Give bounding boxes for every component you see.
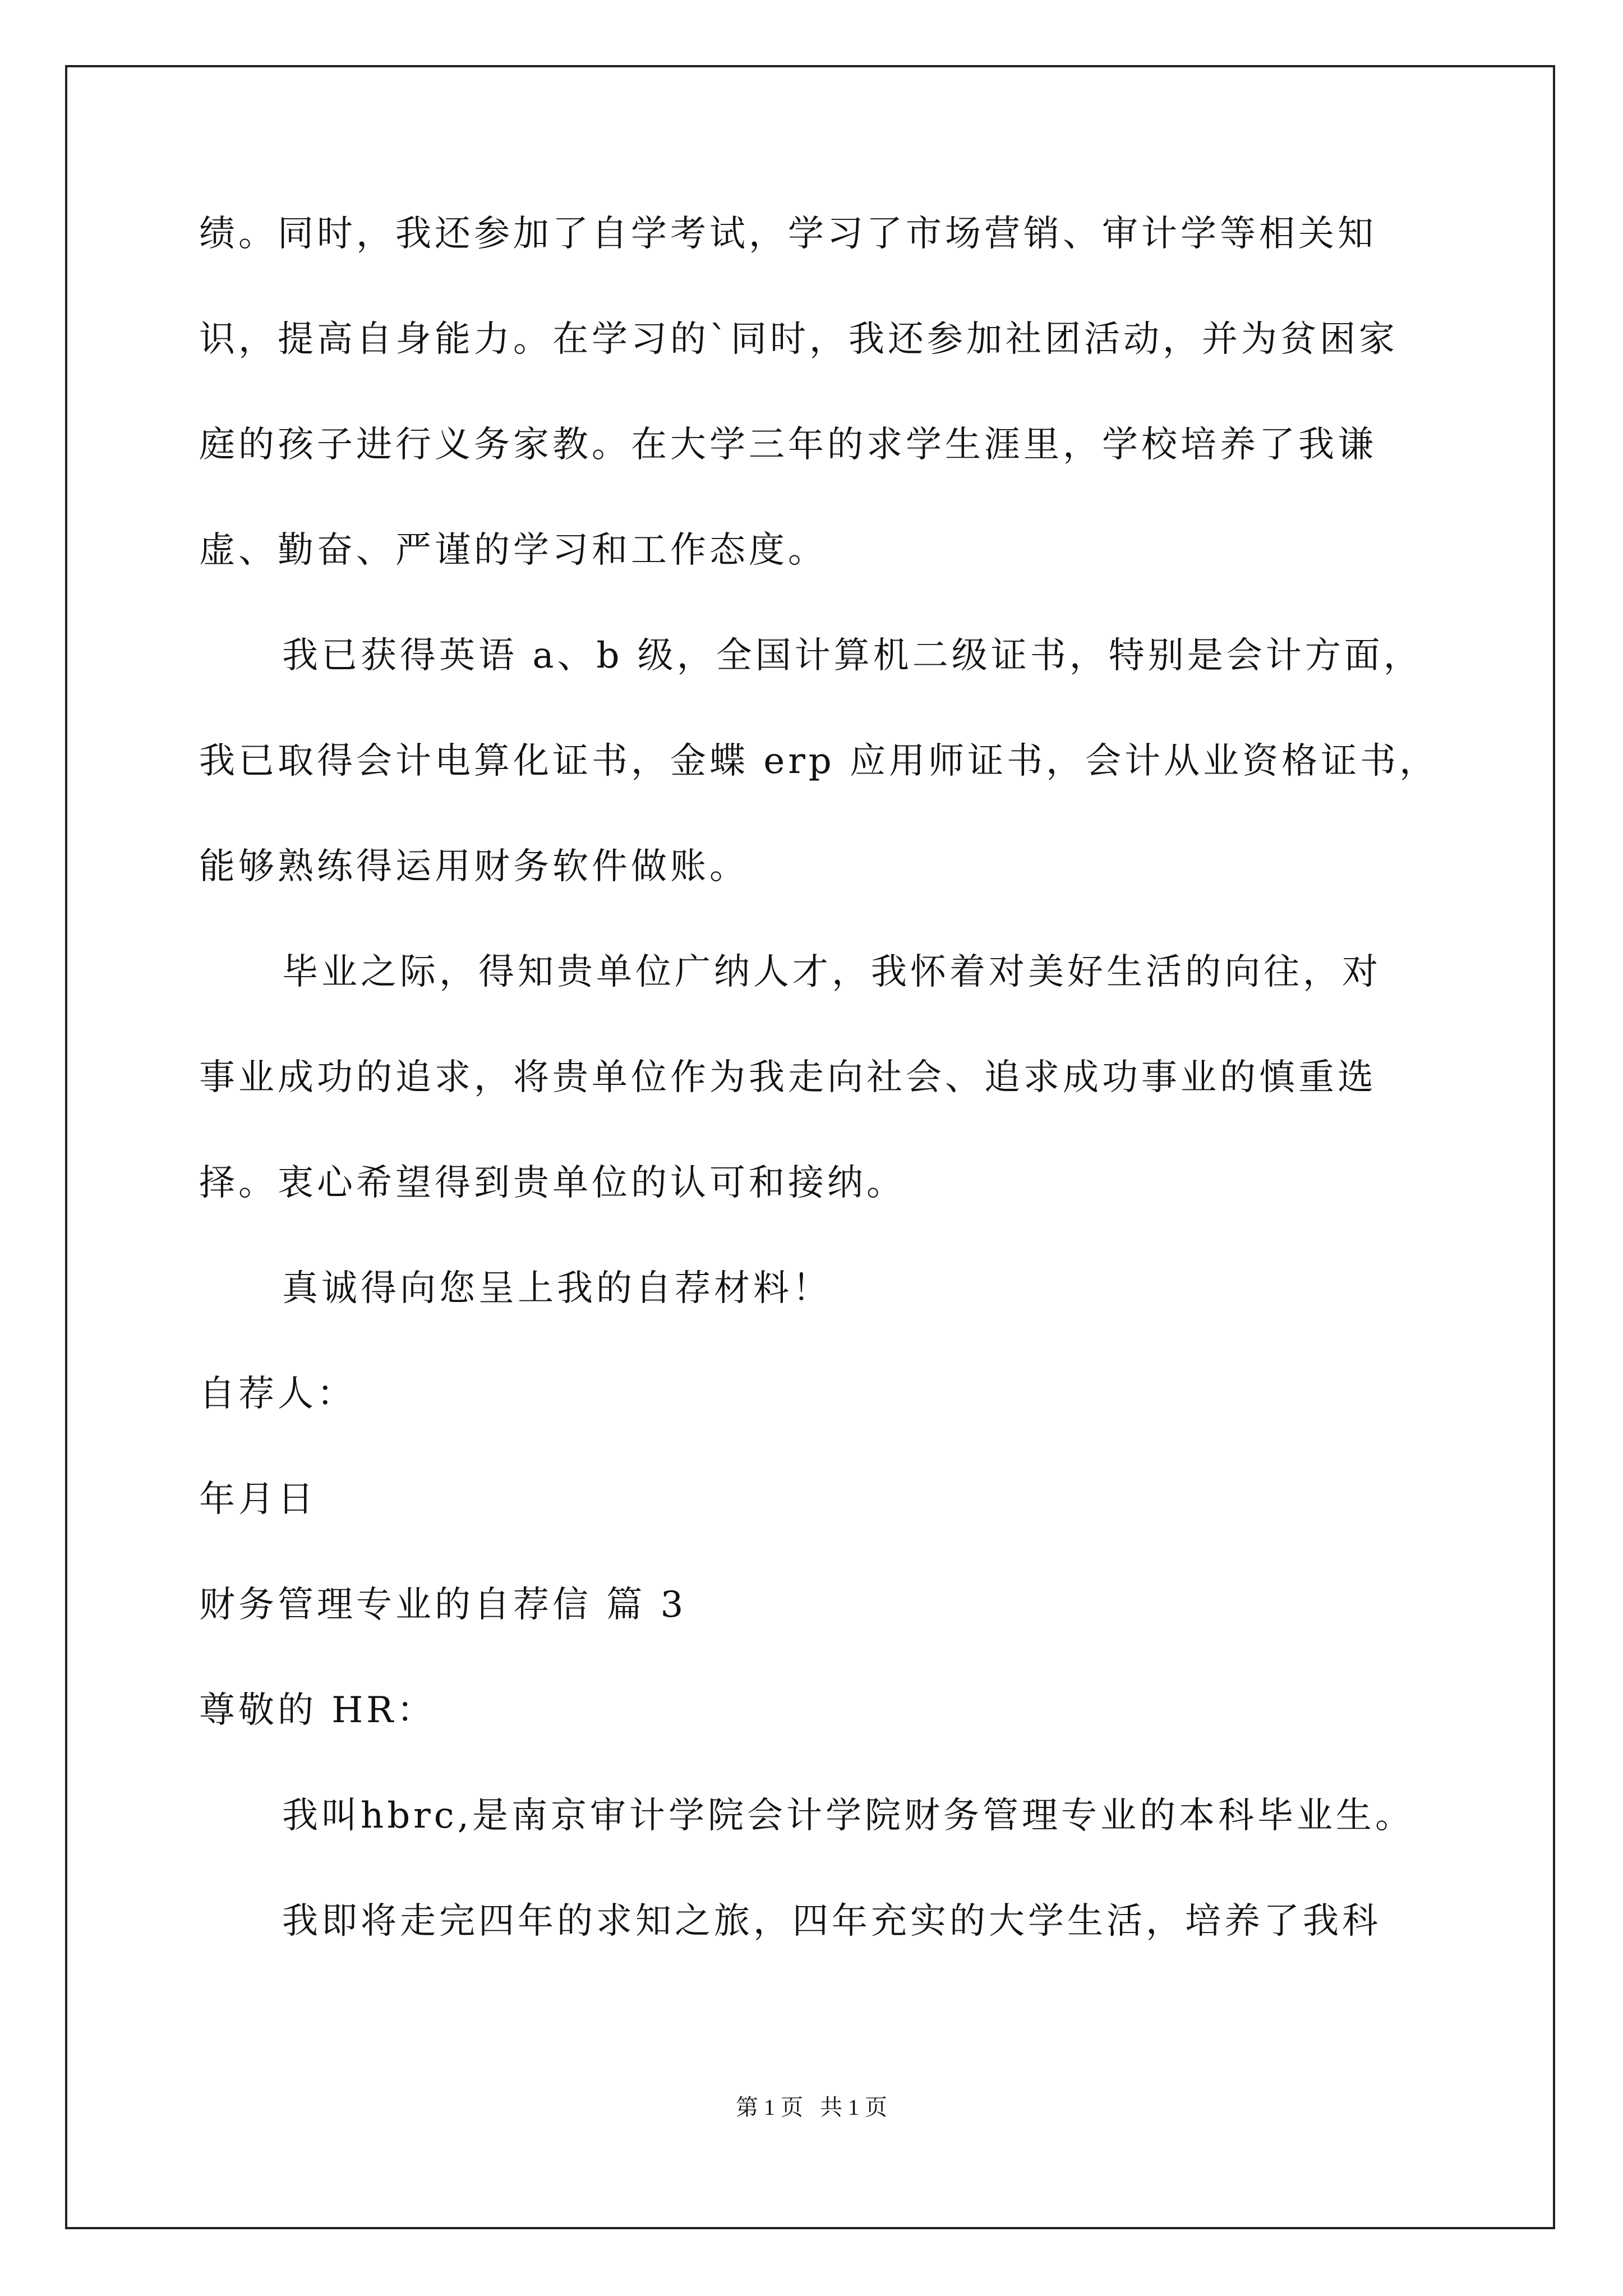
body-line: 毕业之际，得知贵单位广纳人才，我怀着对美好生活的向往，对 <box>282 951 1381 993</box>
document-body <box>199 213 1453 2009</box>
body-line: 识，提高自身能力。在学习的`同时，我还参加社团活动，并为贫困家 <box>199 319 1398 360</box>
body-line: 虚、勤奋、严谨的学习和工作态度。 <box>199 530 827 571</box>
body-line: 绩。同时，我还参加了自学考试，学习了市场营销、审计学等相关知 <box>199 213 1377 255</box>
body-line: 我叫hbrc,是南京审计学院会计学院财务管理专业的本科毕业生。 <box>282 1795 1414 1837</box>
signature-label: 自荐人： <box>199 1373 356 1415</box>
section-title: 财务管理专业的自荐信 篇 3 <box>199 1584 687 1626</box>
body-line: 我已取得会计电算化证书，金蝶 erp 应用师证书，会计从业资格证书， <box>199 740 1439 782</box>
body-line: 事业成功的追求，将贵单位作为我走向社会、追求成功事业的慎重选 <box>199 1057 1377 1098</box>
page-footer: 第 1 页 共 1 页 <box>736 2095 887 2120</box>
body-line: 我即将走完四年的求知之旅，四年充实的大学生活，培养了我科 <box>282 1901 1381 1942</box>
body-line: 择。衷心希望得到贵单位的认可和接纳。 <box>199 1162 906 1204</box>
salutation: 尊敬的 HR： <box>199 1690 436 1731</box>
body-line: 能够熟练得运用财务软件做账。 <box>199 846 749 887</box>
body-line: 真诚得向您呈上我的自荐材料！ <box>282 1268 832 1309</box>
date-line: 年月日 <box>199 1479 317 1520</box>
body-line: 庭的孩子进行义务家教。在大学三年的求学生涯里，学校培养了我谦 <box>199 424 1377 466</box>
body-line: 我已获得英语 a、b 级，全国计算机二级证书，特别是会计方面， <box>282 635 1423 677</box>
